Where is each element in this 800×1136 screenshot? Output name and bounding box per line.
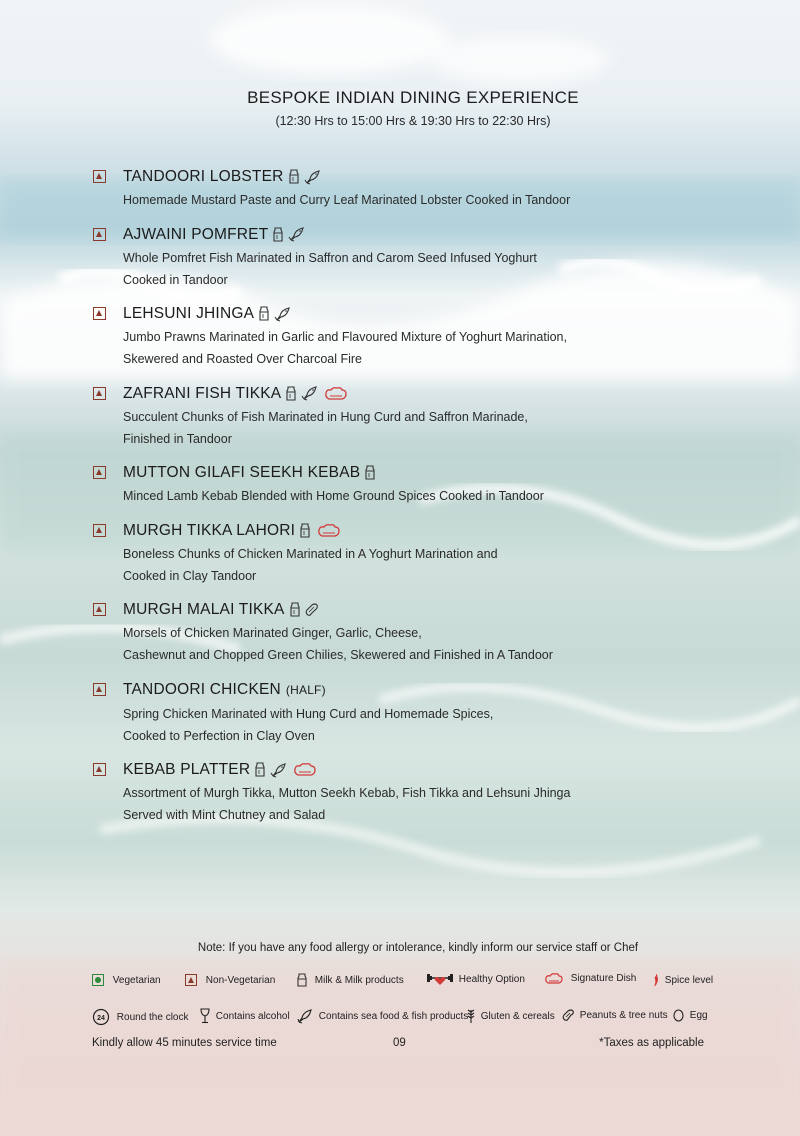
menu-item-description: Boneless Chunks of Chicken Marinated in A Yoghurt Marination and Cooked in Clay Tandoor: [123, 546, 498, 583]
menu-item-name: LEHSUNI JHINGA: [123, 305, 255, 322]
legend-row-dietary: [92, 973, 714, 992]
menu-item-description: Homemade Mustard Paste and Curry Leaf Marinated Lobster Cooked in Tandoor: [123, 193, 571, 207]
menu-item-name: MURGH TIKKA LAHORI: [123, 521, 296, 539]
chili-icon: [652, 973, 660, 987]
legend-seafood: Contains sea food & fish products: [297, 1008, 468, 1024]
svg-text:24: 24: [97, 1015, 105, 1022]
menu-item: [92, 462, 692, 507]
legend-peanuts: Peanuts & tree nuts: [562, 1009, 668, 1022]
milk-icon: [258, 306, 270, 321]
page-number: 09: [393, 1037, 406, 1049]
menu-item-name-row: [123, 759, 692, 780]
signature-icon: [324, 386, 348, 401]
non-veg-icon: [185, 974, 197, 986]
menu-item-name: TANDOORI LOBSTER: [123, 168, 284, 185]
milk-icon: [364, 465, 376, 480]
legend-gluten: Gluten & cereals: [467, 1008, 555, 1024]
legend-round-the-clock: 24 Round the clock: [92, 1008, 189, 1026]
seafood-icon: [304, 169, 321, 185]
menu-item-name: MUTTON GILAFI SEEKH KEBAB: [123, 464, 361, 481]
menu-item: [92, 224, 692, 291]
milk-icon: [296, 973, 308, 987]
non-veg-icon: [93, 387, 106, 400]
legend-egg: Egg: [673, 1009, 708, 1022]
menu-item-name-row: [123, 520, 692, 541]
non-veg-icon: [93, 524, 106, 537]
milk-icon: [299, 523, 311, 538]
menu-item: [92, 520, 692, 587]
allergy-note: Note: If you have any food allergy or intolerance, kindly inform our service staff or Chef: [197, 942, 639, 954]
milk-icon: [289, 602, 301, 617]
peanut-icon: [562, 1009, 574, 1022]
non-veg-icon: [93, 603, 106, 616]
menu-item-description: Spring Chicken Marinated with Hung Curd and Homemade Spices, Cooked to Perfection in Clay Oven: [123, 706, 494, 743]
seafood-icon: [270, 762, 287, 778]
non-veg-icon: [93, 466, 106, 479]
menu-list: [92, 166, 692, 839]
menu-item-description: Assortment of Murgh Tikka, Mutton Seekh Kebab, Fish Tikka and Lehsuni Jhinga Served with Mint Chutney and Salad: [123, 786, 571, 822]
legend-vegetarian: Vegetarian: [92, 974, 161, 986]
non-veg-icon: [93, 763, 106, 776]
peanut-icon: [305, 603, 318, 617]
milk-icon: [288, 169, 300, 184]
menu-item-name: MURGH MALAI TIKKA: [123, 601, 285, 618]
menu-item-name-row: [123, 599, 692, 620]
menu-item-description: Minced Lamb Kebab Blended with Home Ground Spices Cooked in Tandoor: [123, 489, 544, 503]
signature-icon: [293, 762, 317, 777]
taxes-note: *Taxes as applicable: [599, 1037, 704, 1049]
seafood-icon: [288, 226, 305, 242]
signature-icon: [544, 972, 564, 985]
menu-item-name-row: [123, 679, 692, 701]
veg-icon: [92, 974, 104, 986]
menu-item-description: Whole Pomfret Fish Marinated in Saffron and Carom Seed Infused Yoghurt Cooked in Tandoor: [123, 250, 537, 287]
non-veg-icon: [93, 170, 106, 183]
menu-item: [92, 166, 692, 211]
menu-item: [92, 599, 692, 666]
menu-item-name: ZAFRANI FISH TIKKA: [123, 384, 282, 402]
egg-icon: [673, 1009, 684, 1022]
menu-item: [92, 383, 692, 450]
menu-item-name: TANDOORI CHICKEN: [123, 680, 281, 698]
milk-icon: [254, 762, 266, 777]
page-header: [0, 88, 800, 128]
legend-healthy: Healthy Option: [422, 971, 525, 987]
service-time-note: Kindly allow 45 minutes service time: [92, 1037, 277, 1049]
service-hours: (12:30 Hrs to 15:00 Hrs & 19:30 Hrs to 22:30 Hrs): [275, 114, 551, 128]
legend-signature: Signature Dish: [540, 972, 636, 985]
milk-icon: [272, 227, 284, 242]
non-veg-icon: [93, 228, 106, 241]
menu-item-name: AJWAINI POMFRET: [123, 225, 269, 243]
milk-icon: [285, 386, 297, 401]
clock-24-icon: [92, 1008, 110, 1026]
legend: [92, 942, 714, 1049]
legend-spice: Spice level: [648, 973, 713, 987]
menu-item-name-row: [123, 303, 692, 324]
wheat-icon: [467, 1008, 475, 1024]
menu-item: [92, 679, 692, 747]
legend-milk: Milk & Milk products: [292, 973, 404, 987]
seafood-icon: [297, 1008, 313, 1024]
signature-icon: [317, 523, 341, 538]
menu-item-name: KEBAB PLATTER: [123, 761, 251, 778]
menu-item-description: Morsels of Chicken Marinated Ginger, Garlic, Cheese, Cashewnut and Chopped Green Chilies, Skewered and Finished in A Tandoor: [123, 626, 553, 662]
legend-non-vegetarian: Non-Vegetarian: [185, 974, 275, 986]
dumbbell-heart-icon: [426, 971, 454, 987]
menu-item: [92, 303, 692, 370]
legend-row-allergens: [92, 1010, 708, 1028]
menu-item-description: Jumbo Prawns Marinated in Garlic and Flavoured Mixture of Yoghurt Marination, Skewered and Roasted Over Charcoal Fire: [123, 330, 567, 366]
menu-item-name-row: [123, 462, 692, 483]
page-title: BESPOKE INDIAN DINING EXPERIENCE: [247, 88, 579, 107]
legend-alcohol: Contains alcohol: [196, 1008, 290, 1024]
menu-item-name-row: [123, 383, 692, 404]
menu-item-name-row: [123, 224, 692, 245]
non-veg-icon: [93, 683, 106, 696]
non-veg-icon: [93, 307, 106, 320]
menu-item-portion: (HALF): [285, 682, 326, 697]
menu-item: [92, 759, 692, 826]
seafood-icon: [274, 306, 291, 322]
menu-item-name-row: [123, 166, 692, 187]
seafood-icon: [301, 385, 318, 401]
wine-glass-icon: [200, 1008, 210, 1024]
menu-item-description: Succulent Chunks of Fish Marinated in Hung Curd and Saffron Marinade, Finished in Tandoor: [123, 409, 528, 446]
